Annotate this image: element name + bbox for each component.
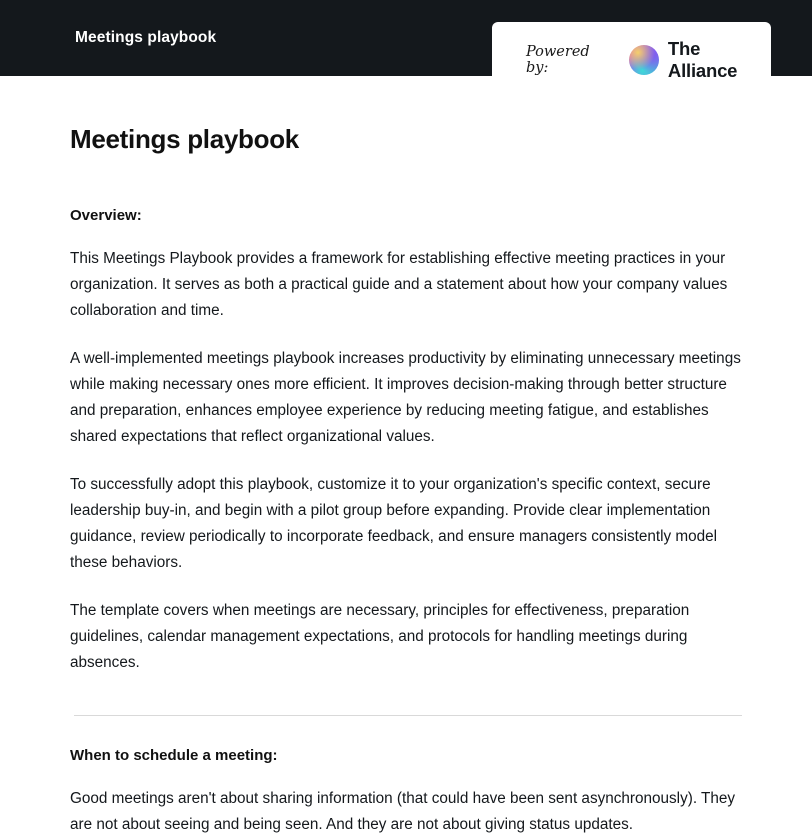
paragraph: To successfully adopt this playbook, customize it to your organization's specific context, secure leadership buy-in, and begin with a pilot group before expanding. Provide clear implementation guidance, review periodically to incorporate feedback, and ensure managers consistently model these behaviors. (70, 476, 718, 571)
page-title-header: Meetings playbook (75, 29, 217, 46)
gradient-circle-icon (629, 45, 659, 75)
top-navigation-bar (0, 0, 812, 81)
paragraph: The template covers when meetings are necessary, principles for effectiveness, preparation guidelines, calendar management expectations, and protocols for handling meetings during absences. (70, 602, 690, 671)
alliance-logo (629, 38, 771, 82)
powered-by-label: Powered by: (526, 44, 590, 76)
paragraph: A well-implemented meetings playbook increases productivity by eliminating unnecessary meetings while making necessary ones more efficient. It improves decision-making through better structure and preparation, enhances employee experience by reducing meeting fatigue, and establishes shared expectations that reflect organizational values. (70, 350, 741, 445)
document-body (0, 124, 812, 838)
powered-by-card (492, 22, 771, 98)
paragraph: Good meetings aren't about sharing information (that could have been sent asynchronously). They are not about seeing and being seen. And they are not about giving status updates. (70, 790, 736, 833)
section-heading-when-to-schedule: When to schedule a meeting: (70, 747, 278, 764)
paragraph: This Meetings Playbook provides a framework for establishing effective meeting practices in your organization. It serves as both a practical guide and a statement about how your company values collaboration and time. (70, 250, 728, 319)
document-title: Meetings playbook (70, 124, 299, 154)
section-divider (74, 715, 742, 716)
section-heading-overview: Overview: (70, 207, 142, 224)
alliance-brand-name: The Alliance (667, 38, 738, 81)
